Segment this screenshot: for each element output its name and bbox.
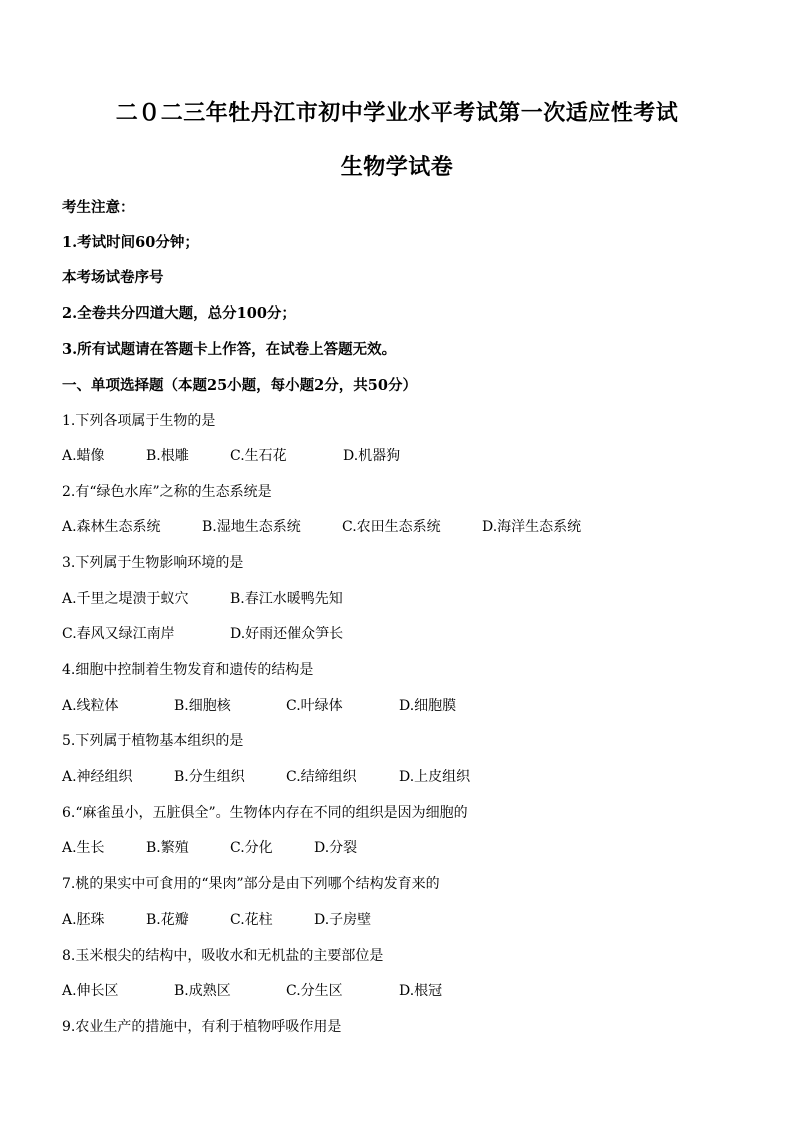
option-d: D.机器狗 — [343, 448, 401, 464]
notice-item-1: 1.考试时间60分钟； — [62, 234, 199, 251]
question-stem: 8.玉米根尖的结构中，吸收水和无机盐的主要部位是 — [62, 948, 384, 964]
option-c: C.叶绿体 — [286, 698, 343, 714]
section-heading: 一、单项选择题（本题25小题，每小题2分，共50分） — [62, 377, 417, 394]
option-a: A.线粒体 — [62, 698, 119, 714]
option-b: B.繁殖 — [146, 840, 189, 856]
option-a: A.千里之堤溃于蚁穴 — [62, 591, 189, 607]
option-b: B.花瓣 — [146, 912, 189, 928]
option-b: B.成熟区 — [174, 983, 231, 999]
option-c: C.分生区 — [286, 983, 343, 999]
question-stem: 4.细胞中控制着生物发育和遗传的结构是 — [62, 662, 314, 678]
exam-title: 二０二三年牡丹江市初中学业水平考试第一次适应性考试 — [115, 100, 679, 126]
option-b: B.分生组织 — [174, 769, 245, 785]
option-a: A.伸长区 — [62, 983, 119, 999]
option-d: D.上皮组织 — [399, 769, 471, 785]
question-stem: 1.下列各项属于生物的是 — [62, 413, 216, 429]
option-b: B.春江水暖鸭先知 — [230, 591, 343, 607]
option-d: D.子房壁 — [314, 912, 372, 928]
question-stem: 6.“麻雀虽小，五脏俱全”。生物体内存在不同的组织是因为细胞的 — [62, 805, 468, 821]
option-c: C.结缔组织 — [286, 769, 357, 785]
question-stem: 7.桃的果实中可食用的“果肉”部分是由下列哪个结构发育来的 — [62, 876, 440, 892]
question-stem: 5.下列属于植物基本组织的是 — [62, 733, 244, 749]
question-stem: 2.有“绿色水库”之称的生态系统是 — [62, 484, 272, 500]
option-b: B.湿地生态系统 — [202, 519, 301, 535]
option-a: A.神经组织 — [62, 769, 133, 785]
option-a: A.生长 — [62, 840, 105, 856]
option-c: C.花柱 — [230, 912, 273, 928]
option-c: C.春风又绿江南岸 — [62, 626, 175, 642]
option-a: A.蜡像 — [62, 448, 105, 464]
option-c: C.分化 — [230, 840, 273, 856]
notice-item-2: 2.全卷共分四道大题，总分100分； — [62, 305, 296, 322]
option-c: C.生石花 — [230, 448, 287, 464]
option-d: D.海洋生态系统 — [482, 519, 582, 535]
option-d: D.根冠 — [399, 983, 443, 999]
option-d: D.好雨还催众笋长 — [230, 626, 344, 642]
option-c: C.农田生态系统 — [342, 519, 441, 535]
option-a: A.森林生态系统 — [62, 519, 161, 535]
exam-subtitle: 生物学试卷 — [340, 154, 454, 180]
option-b: B.根雕 — [146, 448, 189, 464]
option-b: B.细胞核 — [174, 698, 231, 714]
option-a: A.胚珠 — [62, 912, 105, 928]
notice-item-3: 3.所有试题请在答题卡上作答，在试卷上答题无效。 — [62, 341, 397, 358]
notice-heading: 考生注意： — [62, 199, 135, 216]
question-stem: 9.农业生产的措施中，有利于植物呼吸作用是 — [62, 1019, 342, 1035]
question-stem: 3.下列属于生物影响环境的是 — [62, 555, 244, 571]
option-d: D.分裂 — [314, 840, 358, 856]
seat-number-label: 本考场试卷序号 — [62, 269, 164, 286]
option-d: D.细胞膜 — [399, 698, 457, 714]
